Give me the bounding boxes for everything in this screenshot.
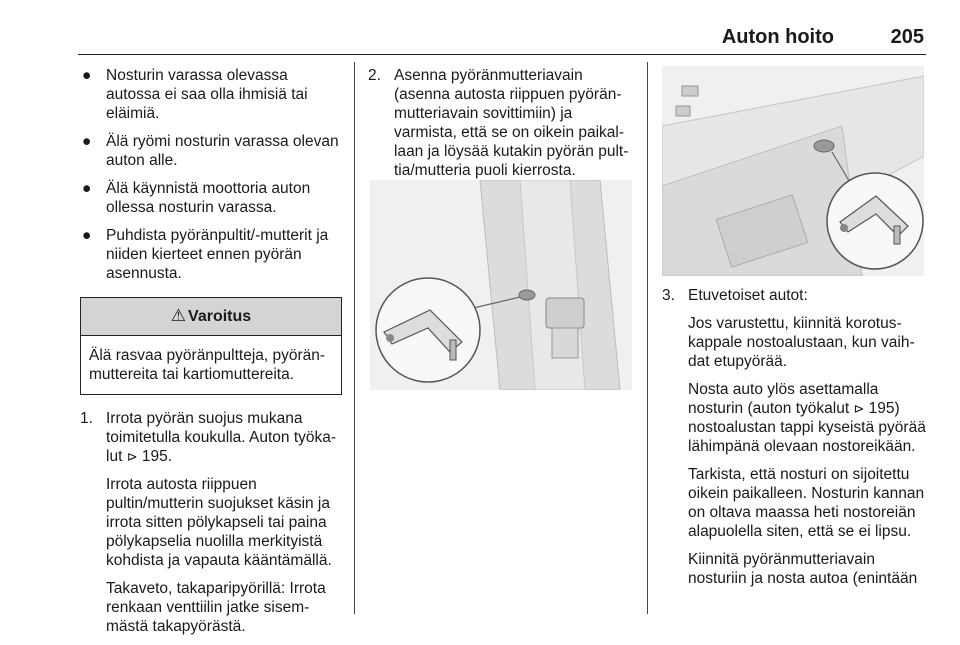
column-right bbox=[662, 66, 930, 597]
section-title: Auton hoito bbox=[721, 26, 834, 48]
step-paragraph: Irrota pyörän suojus mukana toimitetulla koukulla. Auton työkalut ⊳ 195. bbox=[106, 410, 337, 465]
bullet-dot-icon: ● bbox=[82, 67, 92, 84]
cross-reference-arrow-icon: ⊳ bbox=[853, 401, 865, 416]
warning-text: Älä rasvaa pyöränpultteja, pyöränmuttereita tai kartiomuttereita. bbox=[89, 347, 326, 383]
step-paragraph: Asenna pyöränmutteriavain (asenna autosta riippuen pyöränmutteriavain sovittimiin) ja varmista, että se on oikein paikallaan ja löysää kutakin pyörän pulttia/mutteria puoli kierrosta. bbox=[394, 67, 629, 179]
step-number: 1. bbox=[80, 410, 93, 427]
warning-box bbox=[80, 297, 342, 395]
column-left bbox=[80, 66, 342, 645]
column-divider bbox=[354, 62, 355, 614]
step-paragraph: Tarkista, että nosturi on sijoitettu oikein paikalleen. Nosturin kannan on oltava maassa heti nostoreiän alapuolella siten, että se ei lipsu. bbox=[688, 466, 925, 540]
bullet-dot-icon: ● bbox=[82, 180, 92, 197]
cross-reference-arrow-icon: ⊳ bbox=[126, 449, 138, 464]
page-header bbox=[78, 22, 926, 55]
warning-title: Varoitus bbox=[188, 308, 252, 325]
page-number: 205 bbox=[890, 26, 924, 48]
step-1 bbox=[80, 409, 342, 636]
step-number: 2. bbox=[368, 67, 381, 84]
bullet-item: ● Älä käynnistä moottoria auton ollessa nosturin varassa. bbox=[82, 180, 311, 216]
column-divider bbox=[647, 62, 648, 614]
bullet-item: ● Älä ryömi nosturin varassa olevan auton alle. bbox=[82, 133, 339, 169]
warning-header bbox=[81, 298, 341, 336]
bullet-dot-icon: ● bbox=[82, 227, 92, 244]
step-paragraph: Jos varustettu, kiinnitä korotuskappale nostoalustaan, kun vaihdat etupyörää. bbox=[688, 315, 915, 370]
bullet-dot-icon: ● bbox=[82, 133, 92, 150]
warning-triangle-icon: ⚠ bbox=[170, 306, 187, 325]
illustration-wheel-wrench bbox=[370, 180, 632, 390]
step-paragraph: Etuvetoiset autot: bbox=[688, 287, 808, 304]
column-middle bbox=[368, 66, 634, 189]
step-paragraph: Kiinnitä pyöränmutteriavain nosturiin ja nosta autoa (enintään bbox=[688, 551, 918, 587]
step-paragraph: Irrota autosta riippuen pultin/mutterin suojukset käsin ja irrota sitten pölykapseli tai paina pölykapselia nuolilla merkityistä kohdista ja vapauta kääntämällä. bbox=[106, 476, 332, 569]
step-paragraph: Takaveto, takaparipyörillä: Irrota renkaan venttiilin jatke sisemmästä takapyörästä. bbox=[106, 580, 326, 635]
bullet-item: ● Puhdista pyöränpultit/-mutterit ja niiden kierteet ennen pyörän asennusta. bbox=[82, 227, 329, 282]
wheel-wrench-drawing bbox=[370, 180, 632, 390]
step-number: 3. bbox=[662, 287, 675, 304]
step-paragraph: Nosta auto ylös asettamalla nosturin (auton työkalut ⊳ 195) nostoalustan tappi kyseistä pyörää lähimpänä olevaan nostoreikään. bbox=[688, 381, 926, 455]
step-2 bbox=[368, 66, 634, 180]
step-3 bbox=[662, 286, 930, 588]
bullet-item: ● Nosturin varassa olevassa autossa ei saa olla ihmisiä tai eläimiä. bbox=[82, 67, 308, 122]
